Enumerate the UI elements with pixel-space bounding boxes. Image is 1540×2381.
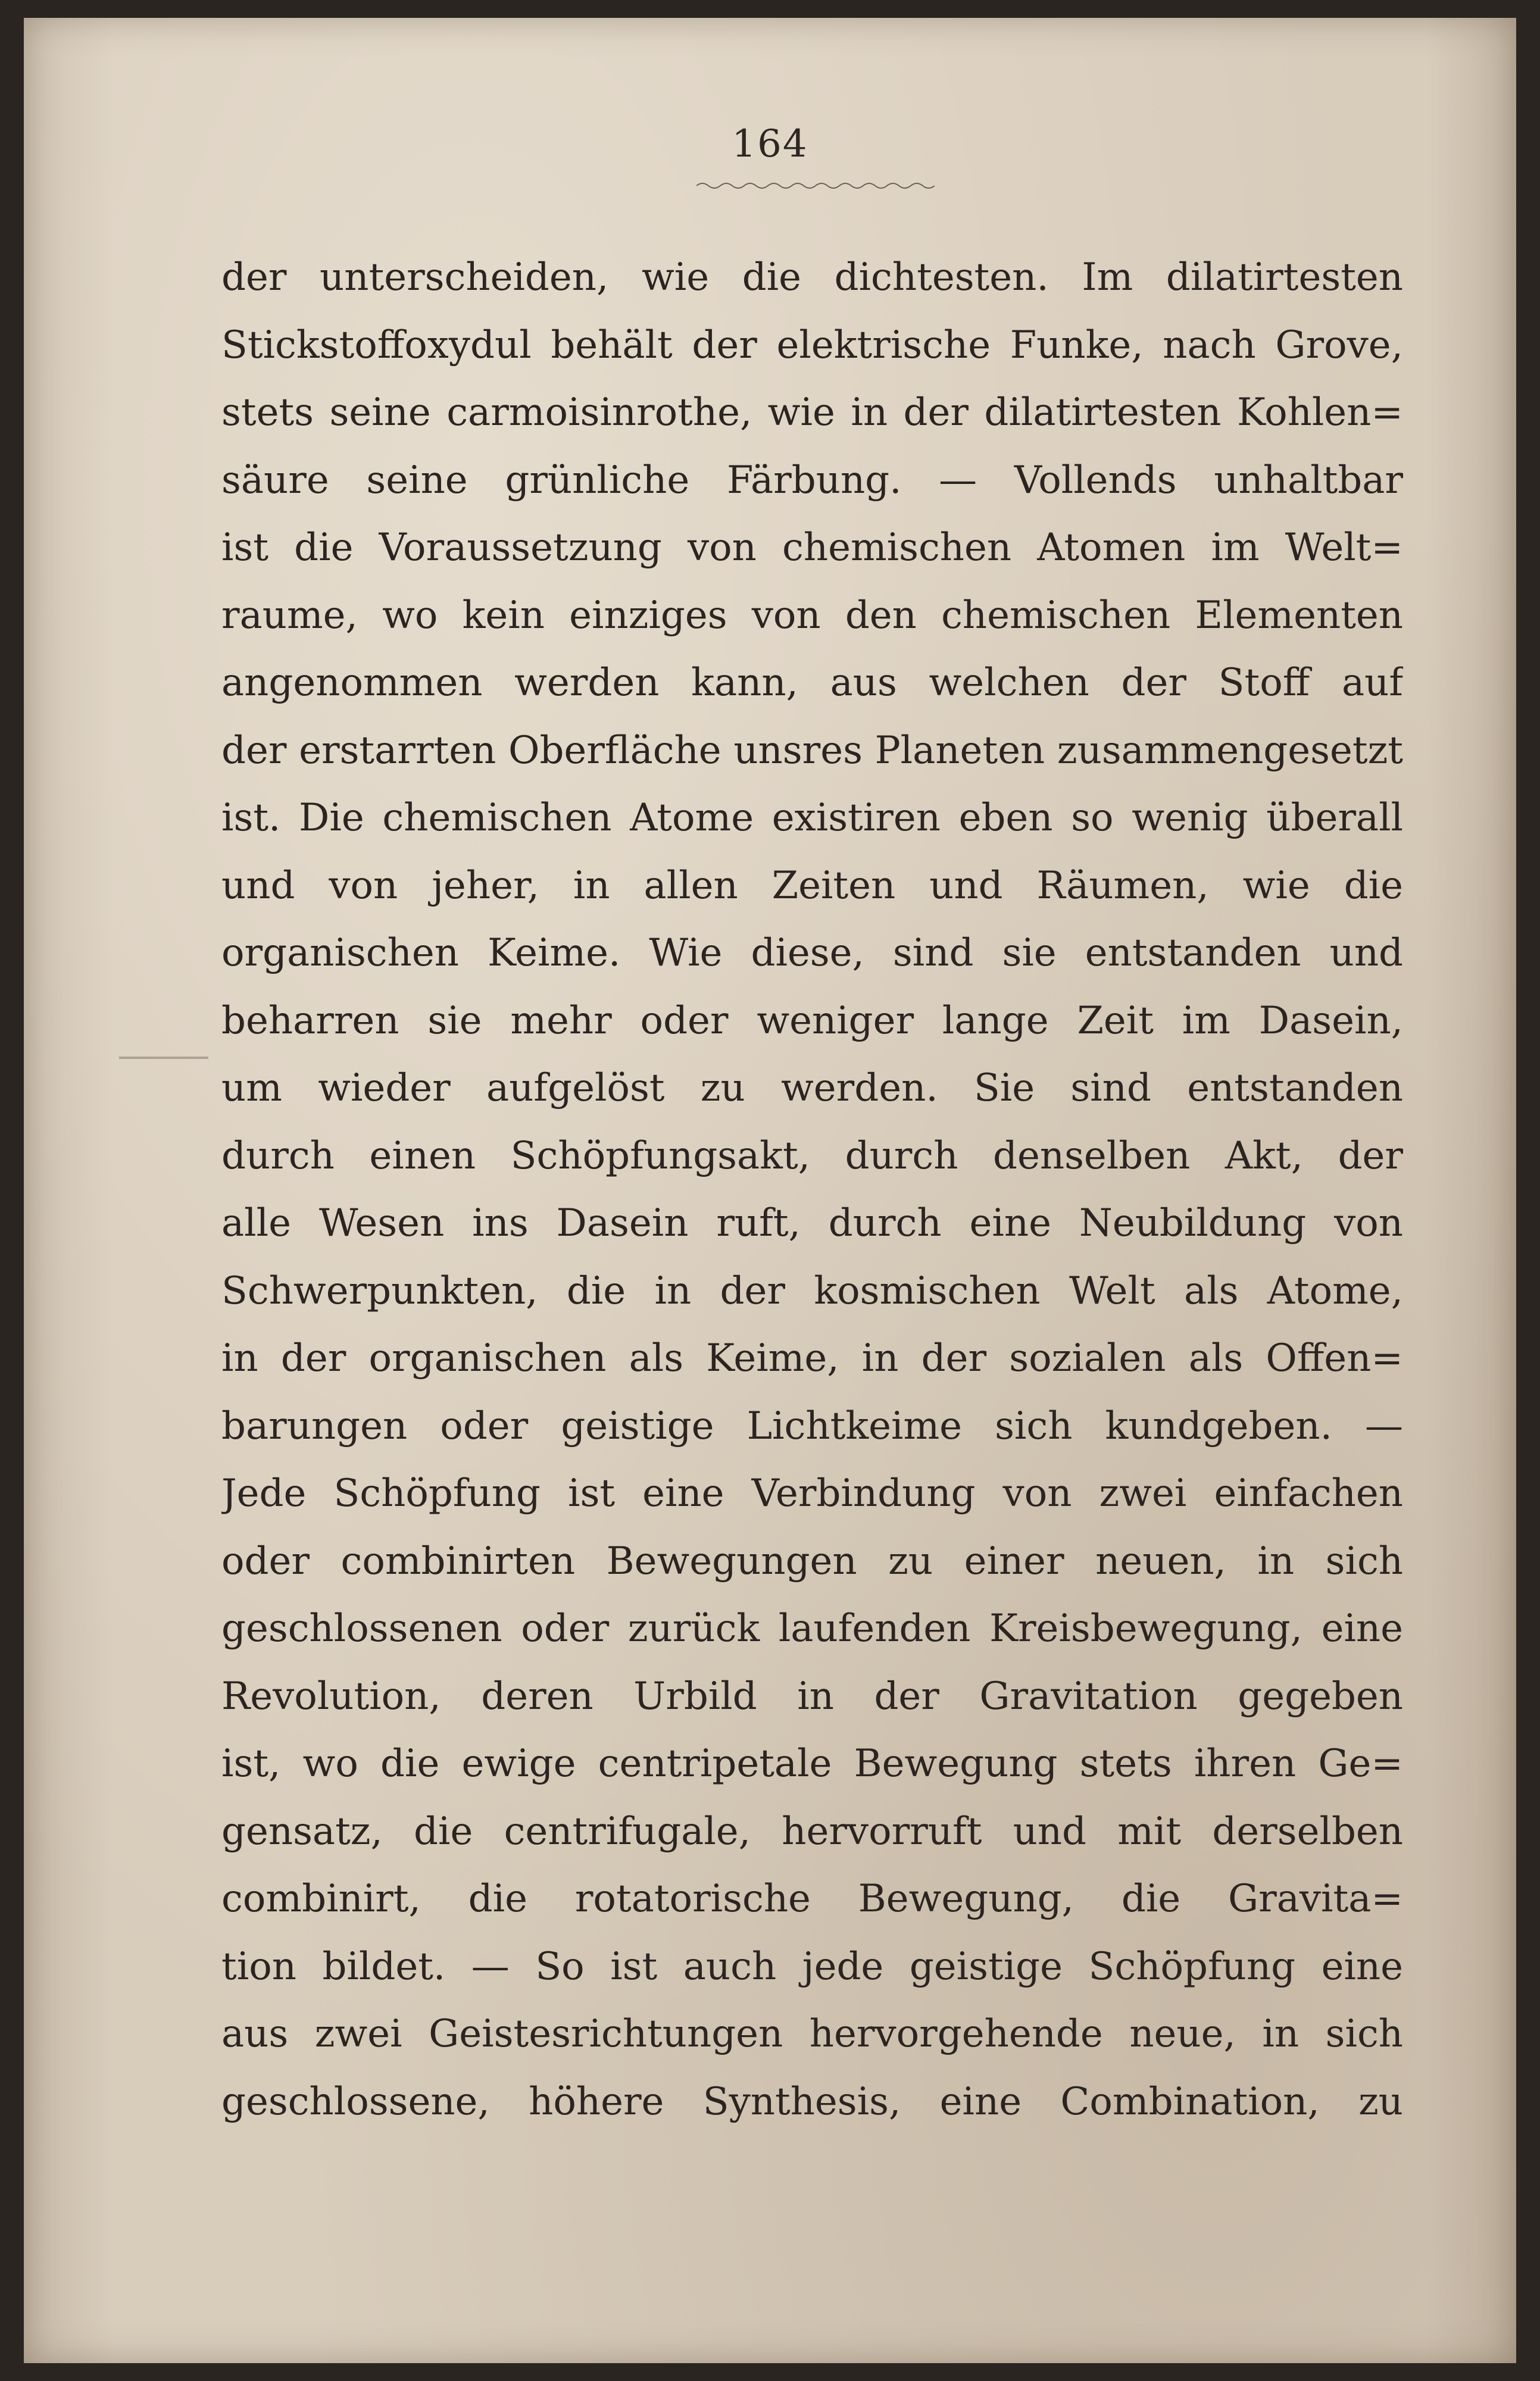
text-line: beharren sie mehr oder weniger lange Zeit im Dasein, [221, 998, 1403, 1043]
text-line: und von jeher, in allen Zeiten und Räumen, wie die [221, 863, 1403, 908]
text-line: raume, wo kein einziges von den chemischen Elementen [221, 593, 1403, 638]
text-line: ist. Die chemischen Atome existiren eben so wenig überall [221, 796, 1403, 840]
margin-mark [119, 1057, 208, 1059]
text-line: combinirt, die rotatorische Bewegung, die Gravita= [221, 1877, 1403, 1921]
text-line: barungen oder geistige Lichtkeime sich kundgeben. — [221, 1404, 1403, 1448]
header-ornament-line [696, 179, 935, 193]
text-line: organischen Keime. Wie diese, sind sie entstanden und [221, 931, 1403, 975]
text-line: oder combinirten Bewegungen zu einer neuen, in sich [221, 1539, 1403, 1583]
text-line: tion bildet. — So ist auch jede geistige Schöpfung eine [221, 1944, 1403, 1989]
text-line: stets seine carmoisinrothe, wie in der dilatirtesten Kohlen= [221, 390, 1403, 435]
text-line: um wieder aufgelöst zu werden. Sie sind entstanden [221, 1066, 1403, 1110]
text-line: Schwerpunkten, die in der kosmischen Welt als Atome, [221, 1268, 1403, 1313]
text-line: Revolution, deren Urbild in der Gravitation gegeben [221, 1674, 1403, 1718]
text-line: Stickstoffoxydul behält der elektrische Funke, nach Grove, [221, 323, 1403, 367]
text-line: säure seine grünliche Färbung. — Vollends unhaltbar [221, 458, 1403, 502]
text-line: alle Wesen ins Dasein ruft, durch eine Neubildung von [221, 1201, 1403, 1245]
body-text [221, 244, 1403, 2136]
text-line: der unterscheiden, wie die dichtesten. Im dilatirtesten [221, 255, 1403, 299]
page-number: 164 [732, 122, 808, 166]
text-line: durch einen Schöpfungsakt, durch denselben Akt, der [221, 1133, 1403, 1178]
text-line: in der organischen als Keime, in der sozialen als Offen= [221, 1336, 1403, 1380]
book-page [24, 18, 1516, 2363]
text-line: geschlossenen oder zurück laufenden Kreisbewegung, eine [221, 1607, 1403, 1651]
text-line: ist, wo die ewige centripetale Bewegung stets ihren Ge= [221, 1742, 1403, 1786]
text-line: aus zwei Geistesrichtungen hervorgehende neue, in sich [221, 2012, 1403, 2056]
text-line: angenommen werden kann, aus welchen der Stoff auf [221, 661, 1403, 705]
text-line: Jede Schöpfung ist eine Verbindung von zwei einfachen [221, 1471, 1403, 1516]
text-line: geschlossene, höhere Synthesis, eine Combination, zu [221, 2079, 1403, 2124]
text-line: ist die Voraussetzung von chemischen Atomen im Welt= [221, 526, 1403, 570]
text-line: der erstarrten Oberfläche unsres Planeten zusammengesetzt [221, 728, 1403, 773]
text-line: gensatz, die centrifugale, hervorruft und mit derselben [221, 1809, 1403, 1854]
